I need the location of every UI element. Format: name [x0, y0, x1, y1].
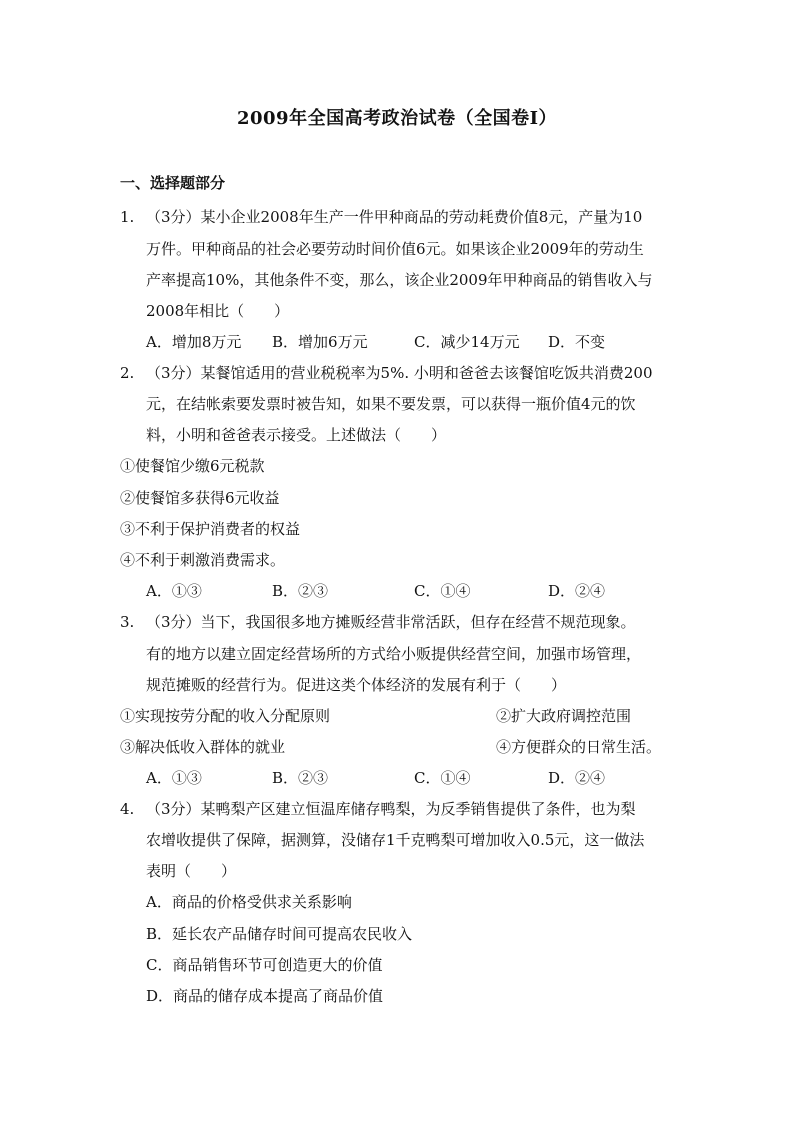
question-1-line: 产率提高10%，其他条件不变，那么，该企业2009年甲种商品的销售收入与 [146, 271, 653, 289]
section-heading: 一、选择题部分 [120, 174, 226, 192]
question-3-line: 有的地方以建立固定经营场所的方式给小贩提供经营空间，加强市场管理， [146, 645, 642, 663]
question-2-item-4: ④不利于刺激消费需求。 [120, 551, 286, 569]
question-2-option-c[interactable]: C．①④ [414, 582, 471, 600]
question-4-option-b[interactable]: B．延长农产品储存时间可提高农民收入 [146, 925, 413, 943]
question-1-option-b[interactable]: B．增加6万元 [272, 333, 368, 351]
question-2-option-a[interactable]: A．①③ [146, 582, 202, 600]
question-3-item-4: ④方便群众的日常生活。 [496, 738, 662, 756]
question-2-number: 2. [120, 364, 135, 382]
question-1-line: 2008年相比（ ） [146, 302, 290, 320]
question-4-line: 农增收提供了保障，据测算，没储存1千克鸭梨可增加收入0.5元，这一做法 [146, 831, 645, 849]
question-1-option-d[interactable]: D．不变 [548, 333, 606, 351]
question-3-option-d[interactable]: D．②④ [548, 769, 606, 787]
question-1-line: （3分）某小企业2008年生产一件甲种商品的劳动耗费价值8元，产量为10 [146, 208, 643, 226]
question-3-option-a[interactable]: A．①③ [146, 769, 202, 787]
question-2-item-3: ③不利于保护消费者的权益 [120, 520, 301, 538]
question-4-number: 4. [120, 800, 135, 818]
question-3-option-c[interactable]: C．①④ [414, 769, 471, 787]
question-2-option-d[interactable]: D．②④ [548, 582, 606, 600]
question-2-item-1: ①使餐馆少缴6元税款 [120, 457, 265, 475]
question-1-line: 万件。甲种商品的社会必要劳动时间价值6元。如果该企业2009年的劳动生 [146, 240, 644, 258]
question-4-line: 表明（ ） [146, 862, 237, 880]
question-2-line: 元，在结帐索要发票时被告知，如果不要发票，可以获得一瓶价值4元的饮 [146, 395, 636, 413]
question-3-line: 规范摊贩的经营行为。促进这类个体经济的发展有利于（ ） [146, 676, 567, 694]
question-3-item-2: ②扩大政府调控范围 [496, 707, 632, 725]
question-2-line: （3分）某餐馆适用的营业税税率为5%. 小明和爸爸去该餐馆吃饭共消费200 [146, 364, 653, 382]
question-3-item-1: ①实现按劳分配的收入分配原则 [120, 707, 331, 725]
question-2-line: 料，小明和爸爸表示接受。上述做法（ ） [146, 426, 447, 444]
question-3-line: （3分）当下，我国很多地方摊贩经营非常活跃，但存在经营不规范现象。 [146, 613, 636, 631]
question-4-line: （3分）某鸭梨产区建立恒温库储存鸭梨，为反季销售提供了条件，也为梨 [146, 800, 636, 818]
question-4-option-d[interactable]: D．商品的储存成本提高了商品价值 [146, 987, 384, 1005]
page-title: 2009年全国高考政治试卷（全国卷Ⅰ） [236, 108, 558, 129]
question-1-option-c[interactable]: C．减少14万元 [414, 333, 520, 351]
question-1-option-a[interactable]: A．增加8万元 [146, 333, 242, 351]
question-1-number: 1. [120, 208, 135, 226]
question-3-item-3: ③解决低收入群体的就业 [120, 738, 286, 756]
question-2-item-2: ②使餐馆多获得6元收益 [120, 489, 280, 507]
question-3-number: 3. [120, 613, 135, 631]
question-3-option-b[interactable]: B．②③ [272, 769, 329, 787]
question-4-option-c[interactable]: C．商品销售环节可创造更大的价值 [146, 956, 383, 974]
question-4-option-a[interactable]: A．商品的价格受供求关系影响 [146, 893, 352, 911]
question-2-option-b[interactable]: B．②③ [272, 582, 329, 600]
